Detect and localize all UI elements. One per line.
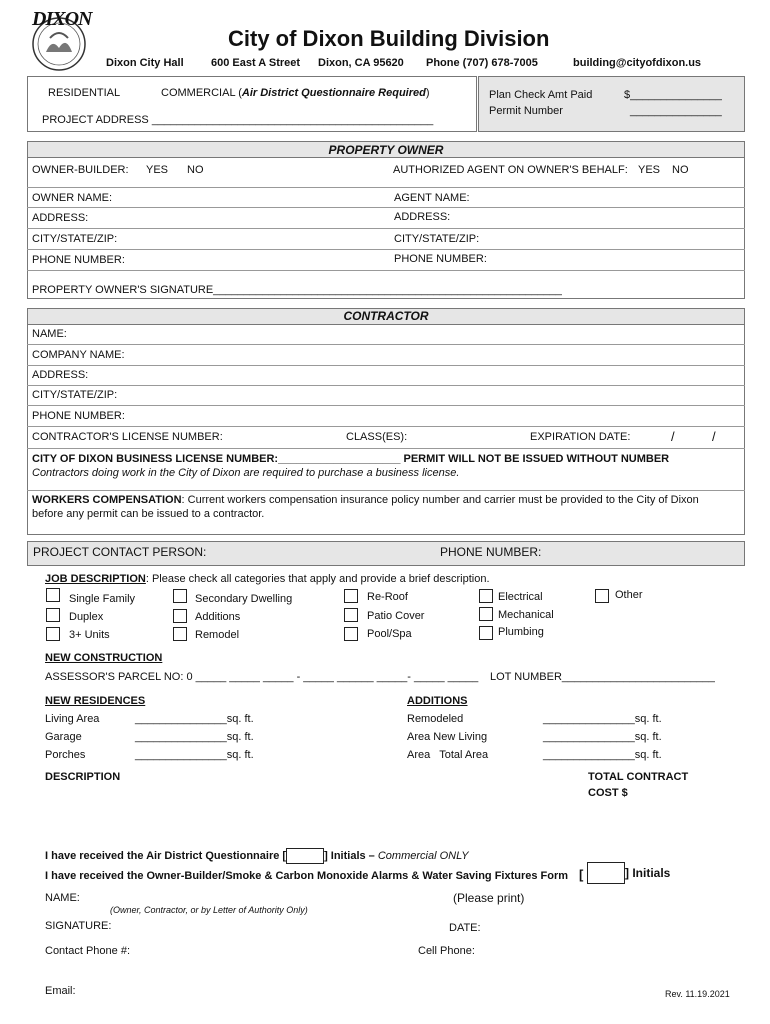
project-contact-phone[interactable]: PHONE NUMBER: (440, 545, 542, 559)
checkbox-pool-spa[interactable] (344, 627, 358, 641)
permit-number-value[interactable]: _______________ (630, 105, 722, 117)
owner-signature-field[interactable]: PROPERTY OWNER'S SIGNATURE_________________________________________________________ (32, 284, 562, 296)
air-district-ack-text: I have received the Air District Questionnaire [ (45, 849, 287, 862)
new-living-label: Area New Living (407, 731, 488, 743)
new-residences-heading: NEW RESIDENCES (45, 695, 146, 707)
contractor-phone-field[interactable]: PHONE NUMBER: (32, 410, 125, 422)
additions-heading: ADDITIONS (407, 695, 468, 707)
living-area-label: Living Area (45, 713, 100, 725)
hall-email: building@cityofdixon.us (573, 57, 702, 69)
project-contact-field[interactable]: PROJECT CONTACT PERSON: (33, 545, 207, 559)
owner-builder-yes[interactable]: YES (146, 164, 169, 176)
plan-check-value[interactable]: $_______________ (624, 89, 722, 101)
authorized-agent-label: AUTHORIZED AGENT ON OWNER'S BEHALF: (393, 164, 628, 176)
garage-field[interactable]: _______________sq. ft. (135, 731, 254, 743)
permit-number-label: Permit Number (489, 105, 563, 117)
hall-city: Dixon, CA 95620 (318, 57, 404, 69)
please-print-note: (Please print) (453, 891, 525, 905)
checkbox-remodel[interactable] (173, 627, 187, 641)
authorized-yes[interactable]: YES (638, 164, 661, 176)
checkbox-patio-cover[interactable] (344, 608, 358, 622)
total-area-field[interactable]: _______________sq. ft. (543, 749, 662, 761)
remodeled-label: Remodeled (407, 713, 464, 725)
label-patio-cover: Patio Cover (367, 610, 425, 622)
owner-city-field[interactable]: CITY/STATE/ZIP: (32, 233, 118, 245)
owner-builder-initials-label: ] Initials (625, 866, 671, 880)
checkbox-secondary-dwelling[interactable] (173, 589, 187, 603)
job-description-heading: JOB DESCRIPTION (45, 573, 146, 585)
commercial-close: ) (425, 87, 430, 99)
hall-address: 600 East A Street (211, 57, 301, 69)
hall-phone: Phone (707) 678-7005 (426, 57, 538, 69)
label-plumbing: Plumbing (498, 626, 544, 638)
label-single-family: Single Family (69, 593, 136, 605)
commercial-note: Air District Questionnaire Required (241, 87, 426, 99)
label-3-units: 3+ Units (69, 629, 110, 641)
city-hall: Dixon City Hall (106, 57, 184, 69)
business-license-field[interactable]: CITY OF DIXON BUSINESS LICENSE NUMBER:____________________ PERMIT WILL NOT BE ISSUED WITHOUT NUMBER (32, 453, 670, 465)
business-license-note: Contractors doing work in the City of Dixon are required to purchase a business license. (32, 467, 460, 479)
total-area-label: Area Total Area (407, 749, 489, 761)
date-slash-2: / (712, 429, 716, 444)
logo-wordmark: DIXON (32, 8, 92, 30)
label-duplex: Duplex (69, 611, 104, 623)
air-district-initials-label: ] Initials – (324, 849, 378, 862)
signature-field[interactable]: SIGNATURE: (45, 920, 112, 932)
cell-phone-field[interactable]: Cell Phone: (418, 945, 475, 957)
contact-phone-field[interactable]: Contact Phone #: (45, 945, 131, 957)
owner-name-field[interactable]: OWNER NAME: (32, 192, 113, 204)
owner-phone-field[interactable]: PHONE NUMBER: (32, 254, 125, 266)
checkbox-plumbing[interactable] (479, 626, 493, 640)
name-authority-note: (Owner, Contractor, or by Letter of Authority Only) (110, 905, 308, 915)
label-pool-spa: Pool/Spa (367, 628, 412, 640)
contractor-name-field[interactable]: NAME: (32, 328, 67, 340)
checkbox-re-roof[interactable] (344, 589, 358, 603)
workers-comp-text (32, 494, 699, 506)
checkbox-additions[interactable] (173, 609, 187, 623)
agent-phone-field[interactable]: PHONE NUMBER: (394, 253, 487, 265)
owner-builder-form-ack: I have received the Owner-Builder/Smoke & Carbon Monoxide Alarms & Water Saving Fixtures Form (45, 870, 569, 882)
label-remodel: Remodel (195, 629, 240, 641)
agent-name-field[interactable]: AGENT NAME: (394, 192, 470, 204)
classes-field[interactable]: CLASS(ES): (346, 431, 408, 443)
owner-builder-bracket: [ (579, 867, 584, 882)
job-description-instructions: : Please check all categories that apply and provide a brief description. (145, 573, 490, 585)
agent-city-field[interactable]: CITY/STATE/ZIP: (394, 233, 480, 245)
license-number-field[interactable]: CONTRACTOR'S LICENSE NUMBER: (32, 431, 223, 443)
porches-field[interactable]: _______________sq. ft. (135, 749, 254, 761)
air-district-initials-box[interactable] (286, 848, 324, 864)
checkbox-duplex[interactable] (46, 608, 60, 622)
checkbox-3-units[interactable] (46, 627, 60, 641)
workers-comp-label: WORKERS COMPENSATION (32, 494, 182, 506)
authorized-no[interactable]: NO (672, 164, 689, 176)
workers-comp-body: : Current workers compensation insurance policy number and carrier must be provided to the City of Dixon (181, 494, 699, 506)
date-slash-1: / (671, 429, 675, 444)
living-area-field[interactable]: _______________sq. ft. (135, 713, 254, 725)
parcel-number-field[interactable]: ASSESSOR'S PARCEL NO: 0 _____ _____ _____ - _____ ______ _____- _____ _____ (45, 671, 479, 683)
contractor-city-field[interactable]: CITY/STATE/ZIP: (32, 389, 118, 401)
total-cost-field[interactable]: COST $ (588, 787, 628, 799)
revision-date: Rev. 11.19.2021 (665, 989, 730, 999)
checkbox-other[interactable] (595, 589, 609, 603)
contractor-address-field[interactable]: ADDRESS: (32, 369, 89, 381)
residential-option[interactable]: RESIDENTIAL (48, 87, 121, 99)
label-electrical: Electrical (498, 591, 543, 603)
workers-comp-text-2: before any permit can be issued to a contractor. (32, 508, 265, 520)
checkbox-mechanical[interactable] (479, 607, 493, 621)
owner-builder-label: OWNER-BUILDER: (32, 164, 129, 176)
commercial-option[interactable] (161, 87, 430, 99)
name-field[interactable]: NAME: (45, 892, 80, 904)
property-owner-heading: PROPERTY OWNER (328, 143, 444, 157)
label-additions: Additions (195, 611, 241, 623)
air-district-ack (45, 848, 469, 864)
commercial-label: COMMERCIAL ( (161, 87, 242, 99)
description-label: DESCRIPTION (45, 771, 121, 783)
owner-builder-no[interactable]: NO (187, 164, 204, 176)
agent-address-field[interactable]: ADDRESS: (394, 211, 451, 223)
new-living-field[interactable]: _______________sq. ft. (543, 731, 662, 743)
project-address-field[interactable]: PROJECT ADDRESS ______________________________________________ (42, 114, 434, 126)
label-other: Other (615, 589, 643, 601)
commercial-only-note: Commercial ONLY (377, 849, 469, 862)
porches-label: Porches (45, 749, 86, 761)
page-title: City of Dixon Building Division (228, 26, 550, 51)
total-contract-label: TOTAL CONTRACT (588, 771, 689, 783)
owner-builder-initials-box[interactable] (587, 862, 625, 884)
city-seal-logo (28, 8, 90, 72)
label-secondary-dwelling: Secondary Dwelling (195, 593, 293, 605)
label-re-roof: Re-Roof (367, 591, 408, 603)
plan-check-label: Plan Check Amt Paid (489, 89, 593, 101)
label-mechanical: Mechanical (498, 609, 554, 621)
garage-label: Garage (45, 731, 82, 743)
job-description-label (45, 573, 490, 585)
new-construction-heading: NEW CONSTRUCTION (45, 652, 163, 664)
email-field[interactable]: Email: (45, 985, 76, 997)
remodeled-field[interactable]: _______________sq. ft. (543, 713, 662, 725)
checkbox-electrical[interactable] (479, 589, 493, 603)
date-field[interactable]: DATE: (449, 922, 481, 934)
owner-address-field[interactable]: ADDRESS: (32, 212, 89, 224)
contractor-heading: CONTRACTOR (343, 309, 429, 323)
expiration-date-field[interactable]: EXPIRATION DATE: (530, 431, 631, 443)
company-name-field[interactable]: COMPANY NAME: (32, 349, 125, 361)
office-use-box (478, 76, 745, 132)
lot-number-field[interactable]: LOT NUMBER_________________________ (490, 671, 715, 683)
checkbox-single-family[interactable] (46, 588, 60, 602)
